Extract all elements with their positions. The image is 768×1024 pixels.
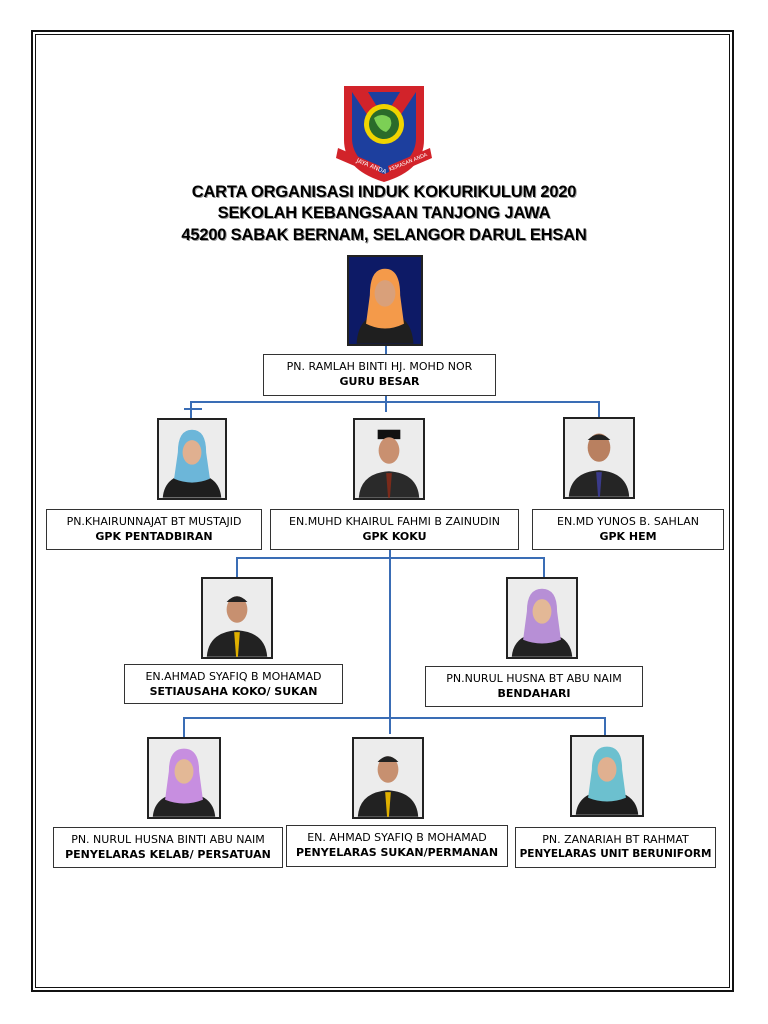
connector-mark [184,408,202,410]
person-role: GPK KOKU [362,530,427,543]
person-name: PN.KHAIRUNNAJAT BT MUSTAJID [66,515,242,528]
photo-setiausaha [201,577,273,659]
connector-line [389,548,391,734]
person-name: EN.AHMAD SYAFIQ B MOHAMAD [145,670,322,683]
connector-line [236,557,545,559]
photo-penyelaras-kelab [147,737,221,819]
person-role: PENYELARAS SUKAN/PERMANAN [295,846,499,859]
person-role: GPK HEM [599,530,657,543]
person-name: EN. AHMAD SYAFIQ B MOHAMAD [307,831,487,844]
person-name: PN.NURUL HUSNA BT ABU NAIM [446,672,622,685]
box-gpk-koku [270,509,519,550]
photo-bendahari [506,577,578,659]
box-penyelaras-sukan [286,825,508,867]
photo-penyelaras-beruniform [570,735,644,817]
person-role: GPK PENTADBIRAN [95,530,213,543]
box-penyelaras-kelab [53,827,283,868]
chart-title: CARTA ORGANISASI INDUK KOKURIKULUM 2020 [191,183,577,201]
school-name: SEKOLAH KEBANGSAAN TANJONG JAWA [217,204,551,222]
person-role: PENYELARAS KELAB/ PERSATUAN [65,848,271,861]
connector-line [183,717,185,737]
connector-line [543,557,545,577]
person-role: BENDAHARI [497,687,571,700]
person-name: EN.MD YUNOS B. SAHLAN [557,515,699,528]
box-penyelaras-beruniform [515,827,716,868]
svg-text:JAYA ANDA: JAYA ANDA [355,157,388,176]
connector-line [190,401,192,419]
box-bendahari [425,666,643,707]
connector-line [190,401,600,403]
person-name: EN.MUHD KHAIRUL FAHMI B ZAINUDIN [289,515,500,528]
photo-gpk-hem [563,417,635,499]
photo-gpk-koku [353,418,425,500]
connector-line [236,557,238,577]
person-name: PN. NURUL HUSNA BINTI ABU NAIM [71,833,265,846]
box-gpk-hem [532,509,724,550]
box-setiausaha [124,664,343,704]
person-role: PENYELARAS UNIT BERUNIFORM [519,848,712,860]
connector-line [604,717,606,735]
photo-guru-besar [347,255,423,346]
school-logo [334,78,434,186]
connector-line [598,401,600,417]
connector-line [385,396,387,412]
photo-gpk-pentadbiran [157,418,227,500]
person-role: GURU BESAR [339,375,420,388]
photo-penyelaras-sukan [352,737,424,819]
person-name: PN. RAMLAH BINTI HJ. MOHD NOR [286,360,473,373]
box-guru-besar [263,354,496,396]
box-gpk-pentadbiran [46,509,262,550]
person-role: SETIAUSAHA KOKO/ SUKAN [149,685,318,698]
connector-line [183,717,606,719]
school-address: 45200 SABAK BERNAM, SELANGOR DARUL EHSAN [181,226,587,244]
svg-text:KEMASAN ANDA: KEMASAN ANDA [388,152,429,173]
person-name: PN. ZANARIAH BT RAHMAT [542,833,689,846]
